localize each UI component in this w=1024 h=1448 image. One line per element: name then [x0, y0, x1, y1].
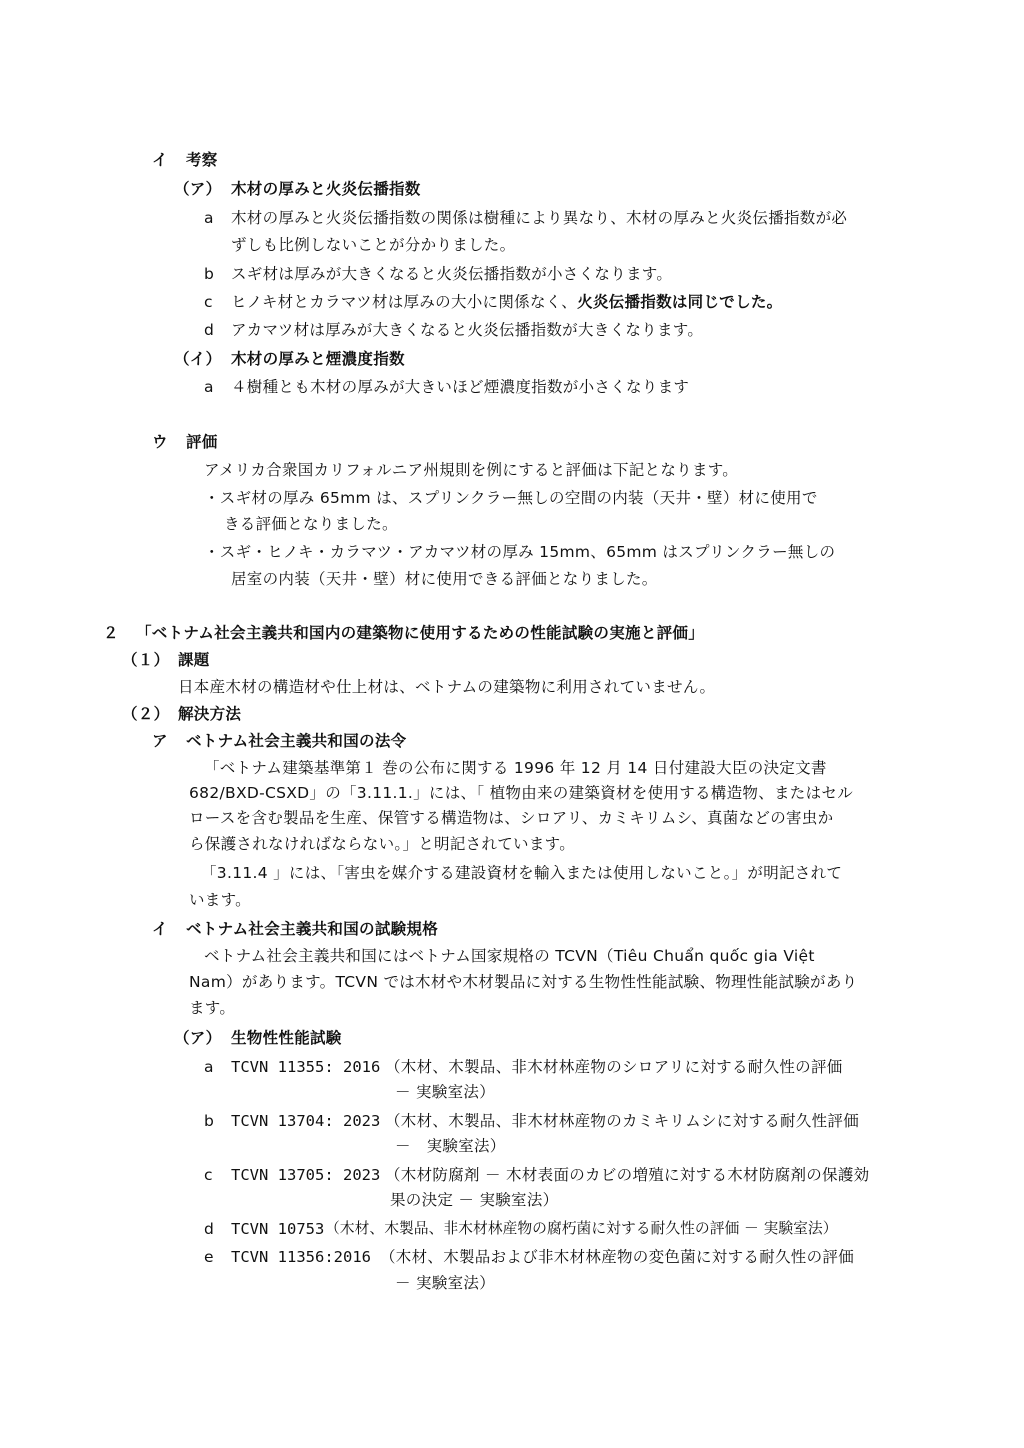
- test-marker: b: [204, 1112, 215, 1130]
- item-text: ４樹種とも木材の厚みが大きいほど煙濃度指数が小さくなります: [231, 378, 690, 396]
- section-title: 解決方法: [178, 705, 242, 723]
- subsection-marker: イ: [152, 920, 168, 938]
- subsection-title: ベトナム社会主義共和国の試験規格: [186, 920, 439, 938]
- test-desc: － 実験室法）: [395, 1083, 496, 1101]
- item-marker: b: [204, 265, 215, 283]
- section-title: 課題: [178, 651, 210, 669]
- section-title: 考察: [186, 151, 218, 169]
- paragraph-text: 「ベトナム建築基準第１ 巻の公布に関する 1996 年 12 月 14 日付建設大臣の決定文書: [204, 759, 827, 777]
- test-desc: （木材防腐剤 － 木材表面のカビの増殖に対する木材防腐剤の保護効: [385, 1166, 870, 1184]
- section-marker: イ: [152, 151, 168, 169]
- paragraph-text: ら保護されなければならない。」と明記されています。: [189, 835, 576, 853]
- subsection-title: 生物性性能試験: [231, 1029, 342, 1047]
- item-text: スギ材は厚みが大きくなると火炎伝播指数が小さくなります。: [231, 265, 673, 283]
- item-text: アカマツ材は厚みが大きくなると火炎伝播指数が大きくなります。: [231, 321, 704, 339]
- item-text: [231, 292, 782, 312]
- test-marker: e: [204, 1248, 214, 1266]
- item-marker: c: [204, 293, 213, 311]
- paragraph-text: ロースを含む製品を生産、保管する構造物は、シロアリ、カミキリムシ、真菌などの害虫か: [189, 809, 834, 827]
- chapter-marker: ２: [103, 624, 119, 642]
- test-marker: a: [204, 1058, 214, 1076]
- test-desc: （木材、木製品、非木材林産物の腐朽菌に対する耐久性の評価 － 実験室法）: [325, 1220, 838, 1237]
- subsection-marker: ア: [152, 732, 168, 750]
- test-code: TCVN 10753: [231, 1220, 325, 1238]
- item-marker: d: [204, 321, 215, 339]
- paragraph-text: Nam）があります。TCVN では木材や木材製品に対する生物性性能試験、物理性能試験があり: [189, 973, 858, 991]
- subsection-title: ベトナム社会主義共和国の法令: [186, 732, 407, 750]
- subsection-marker: （ア）: [174, 1029, 222, 1047]
- test-code: TCVN 13705: 2023: [231, 1166, 381, 1184]
- bullet-text: ・スギ材の厚み 65mm は、スプリンクラー無しの空間の内装（天井・壁）材に使用で: [204, 489, 818, 507]
- bullet-text: ・スギ・ヒノキ・カラマツ・アカマツ材の厚み 15mm、65mm はスプリンクラー無しの: [204, 543, 836, 561]
- item-text-bold: 火炎伝播指数は同じでした。: [577, 293, 783, 311]
- test-desc: － 実験室法）: [395, 1137, 506, 1155]
- item-marker: a: [204, 209, 214, 227]
- item-text: 木材の厚みと火炎伝播指数の関係は樹種により異なり、木材の厚みと火炎伝播指数が必: [231, 209, 848, 227]
- paragraph-text: います。: [189, 891, 251, 909]
- subsection-title: 木材の厚みと煙濃度指数: [231, 350, 405, 368]
- bullet-text: きる評価となりました。: [224, 515, 398, 533]
- section-title: 評価: [186, 433, 218, 451]
- subsection-marker: （ア）: [174, 180, 222, 198]
- paragraph-text: ます。: [189, 999, 236, 1017]
- bullet-text: 居室の内装（天井・壁）材に使用できる評価となりました。: [231, 570, 658, 588]
- chapter-title: 「ベトナム社会主義共和国内の建築物に使用するための性能試験の実施と評価」: [136, 624, 705, 642]
- item-text-plain: ヒノキ材とカラマツ材は厚みの大小に関係なく、: [231, 293, 578, 311]
- test-desc: （木材、木製品、非木材林産物のシロアリに対する耐久性の評価: [385, 1058, 843, 1076]
- paragraph-text: 682/BXD‐CSXD」の「3.11.1.」には、「 植物由来の建築資材を使用する構造物、またはセル: [189, 784, 854, 802]
- section-marker: ウ: [152, 433, 168, 451]
- section-marker: （１）: [122, 651, 170, 669]
- paragraph-text: 日本産木材の構造材や仕上材は、ベトナムの建築物に利用されていません。: [178, 678, 716, 696]
- section-marker: （２）: [122, 705, 170, 723]
- test-desc: － 実験室法）: [395, 1274, 496, 1292]
- test-code: TCVN 13704: 2023: [231, 1112, 381, 1130]
- paragraph-text: ベトナム社会主義共和国にはベトナム国家規格の TCVN（Tiêu Chuẩn quốc gia Việt: [204, 947, 815, 965]
- item-marker: a: [204, 378, 214, 396]
- paragraph-text: アメリカ合衆国カリフォルニア州規則を例にすると評価は下記となります。: [204, 461, 739, 479]
- test-desc: （木材、木製品および非木材林産物の変色菌に対する耐久性の評価: [380, 1248, 855, 1266]
- paragraph-text: 「3.11.4 」には、「害虫を媒介する建設資材を輸入または使用しないこと。」が明記されて: [201, 864, 843, 882]
- test-code: TCVN 11356:2016: [231, 1248, 371, 1266]
- test-marker: c: [204, 1166, 213, 1184]
- test-desc: （木材、木製品、非木材林産物のカミキリムシに対する耐久性評価: [385, 1112, 860, 1130]
- test-marker: d: [204, 1220, 215, 1238]
- test-code: TCVN 11355: 2016: [231, 1058, 381, 1076]
- item-text: ずしも比例しないことが分かりました。: [231, 236, 516, 254]
- subsection-title: 木材の厚みと火炎伝播指数: [231, 180, 421, 198]
- test-desc: 果の決定 － 実験室法）: [390, 1191, 559, 1209]
- subsection-marker: （イ）: [174, 350, 222, 368]
